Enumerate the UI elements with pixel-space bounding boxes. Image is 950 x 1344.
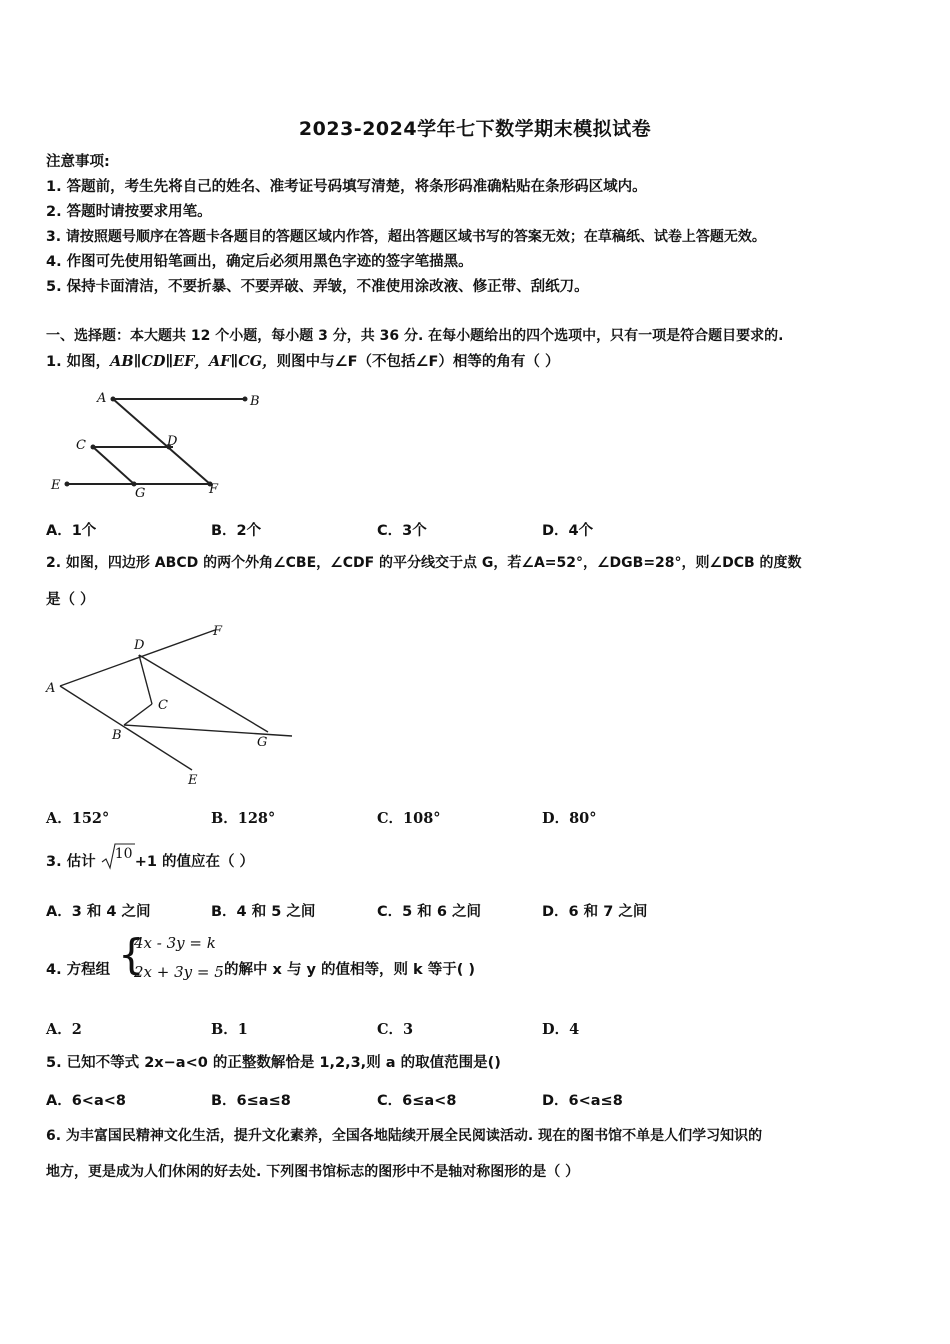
- q2-option-b[interactable]: B．128°: [211, 810, 276, 827]
- label-a: A: [97, 391, 107, 406]
- q5-option-c[interactable]: C．6≤a<8: [377, 1093, 457, 1109]
- question-5-stem: 5. 已知不等式 2x−a<0 的正整数解恰是 1,2,3,则 a 的取值范围是(): [46, 1055, 501, 1071]
- q2-figure: [40, 618, 300, 788]
- label-e: E: [51, 478, 61, 493]
- line-cb: [124, 704, 152, 725]
- q4-prefix: 4. 方程组: [46, 962, 111, 978]
- sqrt-radicand: 10: [114, 846, 133, 862]
- q1-option-b[interactable]: B．2个: [211, 523, 262, 539]
- notice-item: 3. 请按照题号顺序在答题卡各题目的答题区域内作答，超出答题区域书写的答案无效；在草稿纸、试卷上答题无效。: [46, 229, 766, 245]
- line-af: [113, 399, 210, 484]
- q3-option-b[interactable]: B．4 和 5 之间: [211, 904, 316, 920]
- q5-option-a[interactable]: A．6<a<8: [46, 1093, 126, 1109]
- q4-option-a[interactable]: A．2: [46, 1021, 82, 1038]
- q4-option-b[interactable]: B．1: [211, 1021, 248, 1038]
- label-f: F: [213, 624, 223, 639]
- point-e: [65, 482, 70, 487]
- question-6-stem-line1: 6. 为丰富国民精神文化生活，提升文化素养，全国各地陆续开展全民阅读活动. 现在的图书馆不单是人们学习知识的: [46, 1128, 763, 1144]
- q3-prefix: 3. 估计: [46, 854, 96, 870]
- notice-heading: 注意事项:: [46, 154, 110, 170]
- label-c: C: [76, 438, 86, 453]
- label-b: B: [250, 394, 260, 409]
- equation-2: 2x + 3y = 5: [134, 963, 224, 981]
- q1-suffix: 则图中与∠F（不包括∠F）相等的角有（ ）: [276, 354, 560, 370]
- q1-figure: [45, 385, 275, 505]
- label-d: D: [134, 638, 145, 653]
- q1-option-a[interactable]: A．1个: [46, 523, 97, 539]
- line-dg: [139, 655, 268, 732]
- q1-prefix: 1. 如图，: [46, 354, 111, 370]
- q1-option-d[interactable]: D．4个: [542, 523, 594, 539]
- sqrt-symbol: [101, 846, 135, 872]
- notice-item: 2. 答题时请按要求用笔。: [46, 204, 212, 220]
- q4-option-d[interactable]: D．4: [542, 1021, 580, 1038]
- question-2-stem-line1: 2. 如图，四边形 ABCD 的两个外角∠CBE，∠CDF 的平分线交于点 G，若∠A=52°，∠DGB=28°，则∠DCB 的度数: [46, 555, 802, 571]
- page-title: 2023-2024学年七下数学期末模拟试卷: [298, 118, 652, 140]
- point-a: [111, 397, 116, 402]
- label-b: B: [112, 728, 122, 743]
- equation-1: 4x - 3y = k: [134, 934, 216, 952]
- label-a: A: [46, 681, 56, 696]
- point-b: [243, 397, 248, 402]
- q3-option-a[interactable]: A．3 和 4 之间: [46, 904, 151, 920]
- label-g: G: [257, 735, 268, 750]
- notice-item: 1. 答题前，考生先将自己的姓名、准考证号码填写清楚，将条形码准确粘贴在条形码区域内。: [46, 179, 647, 195]
- question-6-stem-line2: 地方，更是成为人们休闲的好去处. 下列图书馆标志的图形中不是轴对称图形的是（ ）: [46, 1164, 580, 1180]
- notice-item: 5. 保持卡面清洁，不要折暴、不要弄破、弄皱，不准使用涂改液、修正带、刮纸刀。: [46, 279, 589, 295]
- question-1-stem: [46, 352, 559, 372]
- q2-option-a[interactable]: A．152°: [46, 810, 110, 827]
- q3-option-d[interactable]: D．6 和 7 之间: [542, 904, 648, 920]
- q2-option-c[interactable]: C．108°: [377, 810, 441, 827]
- q1-math: AB∥CD∥EF，AF∥CG，: [110, 353, 277, 370]
- q3-suffix: +1 的值应在（ ）: [134, 854, 255, 870]
- q3-option-c[interactable]: C．5 和 6 之间: [377, 904, 481, 920]
- label-e: E: [188, 773, 198, 788]
- line-cg: [93, 447, 134, 484]
- q5-option-b[interactable]: B．6≤a≤8: [211, 1093, 291, 1109]
- q4-suffix: 的解中 x 与 y 的值相等，则 k 等于( ): [224, 962, 476, 978]
- label-c: C: [158, 698, 168, 713]
- q4-option-c[interactable]: C．3: [377, 1021, 414, 1038]
- label-f: F: [209, 482, 219, 497]
- q2-option-d[interactable]: D．80°: [542, 810, 597, 827]
- q1-option-c[interactable]: C．3个: [377, 523, 427, 539]
- point-c: [91, 445, 96, 450]
- q5-option-d[interactable]: D．6<a≤8: [542, 1093, 623, 1109]
- notice-item: 4. 作图可先使用铅笔画出，确定后必须用黑色字迹的签字笔描黑。: [46, 254, 473, 270]
- equation-system: [118, 930, 228, 988]
- question-2-stem-line2: 是（ ）: [46, 592, 95, 608]
- brace: {: [118, 930, 145, 979]
- label-g: G: [135, 486, 146, 501]
- question-3-stem: [46, 846, 255, 872]
- section-heading: 一、选择题：本大题共 12 个小题，每小题 3 分，共 36 分. 在每小题给出的四个选项中，只有一项是符合题目要求的.: [46, 328, 784, 344]
- label-d: D: [167, 434, 178, 449]
